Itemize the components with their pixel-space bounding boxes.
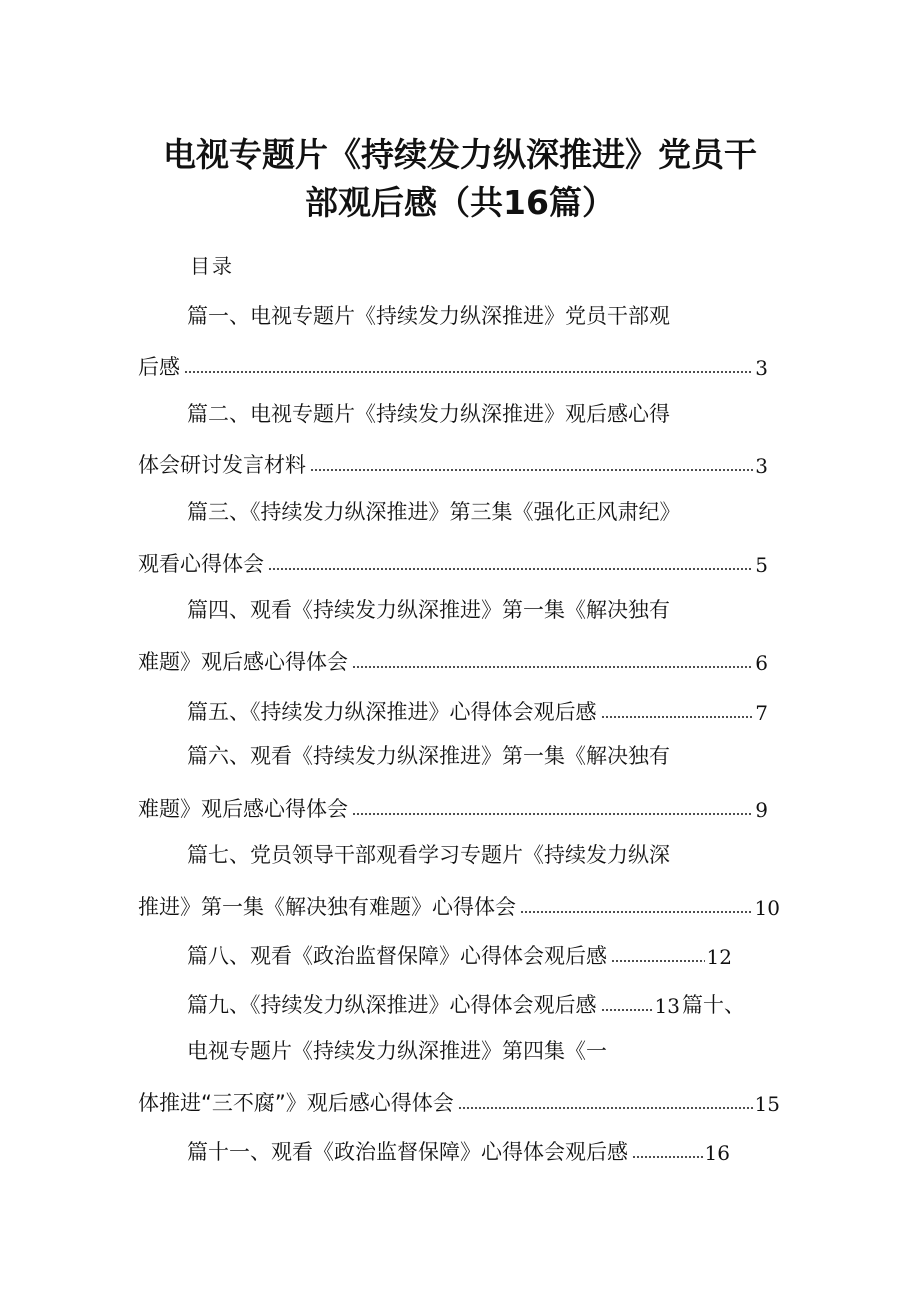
toc-entry-7-last-line: [138, 892, 780, 918]
toc-entry-4-first-line: 篇四、观看《持续发力纵深推进》第一集《解决独有: [187, 598, 670, 622]
toc-entry-3-page: 5: [755, 553, 768, 577]
toc-entry-6-page: 9: [755, 798, 768, 822]
toc-entry-6-last-line: [138, 794, 768, 820]
toc-entry-4-page: 6: [755, 651, 768, 675]
toc-entry-5-line: [187, 697, 768, 723]
toc-entry-10-page: 15: [754, 1092, 780, 1116]
toc-entry-11-text: 篇十一、观看《政治监督保障》心得体会观后感: [187, 1140, 628, 1164]
toc-entry-5-page: 7: [755, 701, 768, 725]
dot-leader: [601, 715, 754, 719]
dot-leader: [352, 665, 753, 669]
toc-entry-5-text: 篇五、《持续发力纵深推进》心得体会观后感: [187, 700, 597, 724]
toc-entry-2-page: 3: [755, 454, 768, 478]
dot-leader: [458, 1106, 753, 1110]
dot-leader: [520, 910, 753, 914]
document-title-line2: 部观后感（共16篇）: [305, 183, 615, 222]
dot-leader: [268, 567, 753, 571]
toc-entry-7-text: 推进》第一集《解决独有难题》心得体会: [138, 895, 516, 919]
toc-entry-7-page: 10: [754, 896, 780, 920]
toc-entry-4-text: 难题》观后感心得体会: [138, 650, 348, 674]
toc-entry-9-text: 篇九、《持续发力纵深推进》心得体会观后感: [187, 993, 597, 1017]
toc-entry-3-text: 观看心得体会: [138, 552, 264, 576]
dot-leader: [632, 1155, 703, 1159]
toc-entry-3-last-line: [138, 549, 768, 575]
toc-entry-3-first-line: 篇三、《持续发力纵深推进》第三集《强化正风肃纪》: [187, 500, 681, 524]
document-title-line1: 电视专题片《持续发力纵深推进》党员干: [163, 135, 757, 174]
toc-entry-10-last-line: [138, 1088, 780, 1114]
toc-entry-2-text: 体会研讨发言材料: [138, 453, 306, 477]
toc-entry-4-last-line: [138, 647, 768, 673]
toc-entry-10-prefix: 篇十、: [681, 993, 745, 1017]
dot-leader: [611, 959, 705, 963]
toc-entry-11-line: [187, 1137, 730, 1163]
toc-entry-6-first-line: 篇六、观看《持续发力纵深推进》第一集《解决独有: [187, 744, 670, 768]
toc-entry-6-text: 难题》观后感心得体会: [138, 797, 348, 821]
toc-entry-8-line: [187, 941, 732, 967]
toc-entry-9-page: 13: [654, 994, 680, 1018]
toc-entry-7-first-line: 篇七、党员领导干部观看学习专题片《持续发力纵深: [187, 843, 670, 867]
dot-leader: [601, 1008, 653, 1012]
dot-leader: [310, 468, 753, 472]
toc-entry-1-first-line: 篇一、电视专题片《持续发力纵深推进》党员干部观: [187, 304, 670, 328]
toc-heading: 目录: [190, 254, 234, 278]
toc-entry-9-line: [187, 990, 797, 1016]
toc-entry-1-text: 后感: [138, 355, 180, 379]
dot-leader: [352, 812, 753, 816]
toc-entry-1-last-line: [138, 352, 768, 378]
toc-entry-1-page: 3: [755, 356, 768, 380]
toc-entry-10-text: 体推进“三不腐”》观后感心得体会: [138, 1091, 454, 1115]
toc-entry-2-first-line: 篇二、电视专题片《持续发力纵深推进》观后感心得: [187, 402, 670, 426]
toc-entry-11-page: 16: [704, 1141, 730, 1165]
toc-entry-2-last-line: [138, 450, 768, 476]
dot-leader: [184, 370, 753, 374]
toc-entry-8-text: 篇八、观看《政治监督保障》心得体会观后感: [187, 944, 607, 968]
toc-entry-10-first-line: 电视专题片《持续发力纵深推进》第四集《一: [187, 1039, 607, 1063]
toc-entry-8-page: 12: [706, 945, 732, 969]
